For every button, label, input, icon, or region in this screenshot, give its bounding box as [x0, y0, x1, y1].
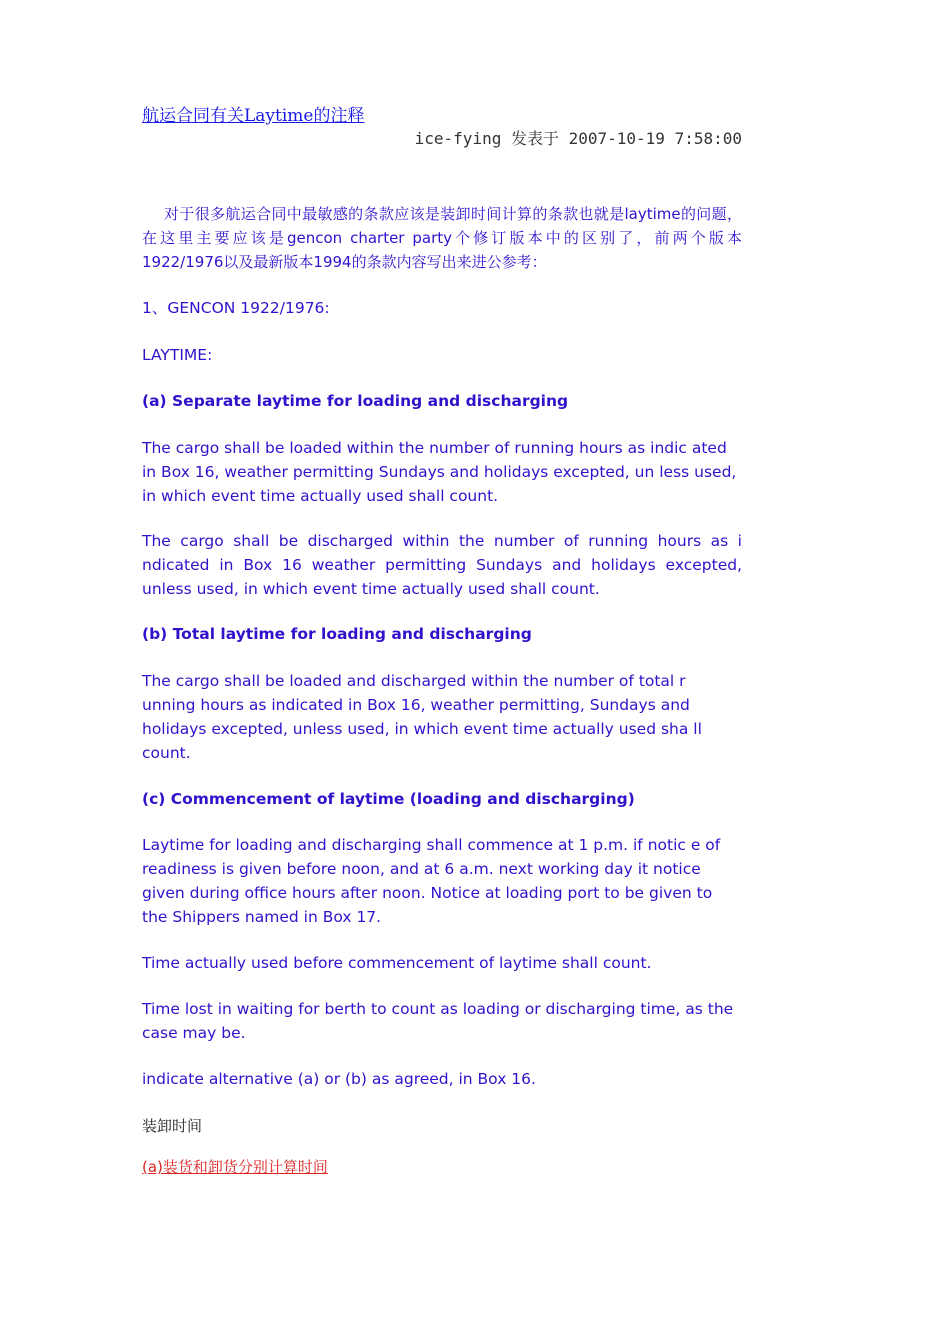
clause-a-paragraph-2: The cargo shall be discharged within the number of running hours as i ndicated in Box 16 weather permitting Sundays and holidays excepted, unless used, in which event time actually used shall count.	[142, 532, 742, 598]
intro-paragraph: 对于很多航运合同中最敏感的条款应该是装卸时间计算的条款也就是laytime的问题，在这里主要应该是gencon charter party个修订版本中的区别了，前两个版本1922/1976以及最新版本1994的条款内容写出来进公参考：	[142, 205, 742, 271]
clause-heading-b: (b) Total laytime for loading and discharging	[142, 625, 532, 643]
clause-a-paragraph-1: The cargo shall be loaded within the number of running hours as indic ated in Box 16, weather permitting Sundays and holidays excepted, un less used, in which event time actually used shall count.	[142, 439, 737, 505]
clause-heading-c: (c) Commencement of laytime (loading and discharging)	[142, 790, 635, 808]
laytime-heading: LAYTIME:	[142, 346, 213, 364]
clause-heading-a: (a) Separate laytime for loading and discharging	[142, 392, 569, 410]
clause-c-paragraph-3: Time lost in waiting for berth to count as loading or discharging time, as the case may be.	[142, 1000, 734, 1042]
clause-c-paragraph-1: Laytime for loading and discharging shall commence at 1 p.m. if notic e of readiness is given before noon, and at 6 a.m. next working day it notice given during office hours after noon. Notice at loading port to be given to the Shippers named in Box 17.	[142, 836, 721, 926]
article-title[interactable]: 航运合同有关Laytime的注释	[142, 106, 365, 126]
clause-c-paragraph-4: indicate alternative (a) or (b) as agreed, in Box 16.	[142, 1070, 536, 1088]
article-byline: ice-fying 发表于 2007-10-19 7:58:00	[414, 129, 742, 148]
chinese-link-clause-a[interactable]: (a)装货和卸货分别计算时间	[142, 1158, 328, 1176]
chinese-heading-laytime: 装卸时间	[142, 1117, 203, 1135]
clause-c-paragraph-2: Time actually used before commencement of laytime shall count.	[142, 954, 652, 972]
clause-b-paragraph-1: The cargo shall be loaded and discharged within the number of total r unning hours as indicated in Box 16, weather permitting, Sundays and holidays excepted, unless used, in which event time actually used sha ll count.	[142, 672, 702, 762]
section-heading-gencon: 1、GENCON 1922/1976:	[142, 299, 330, 317]
